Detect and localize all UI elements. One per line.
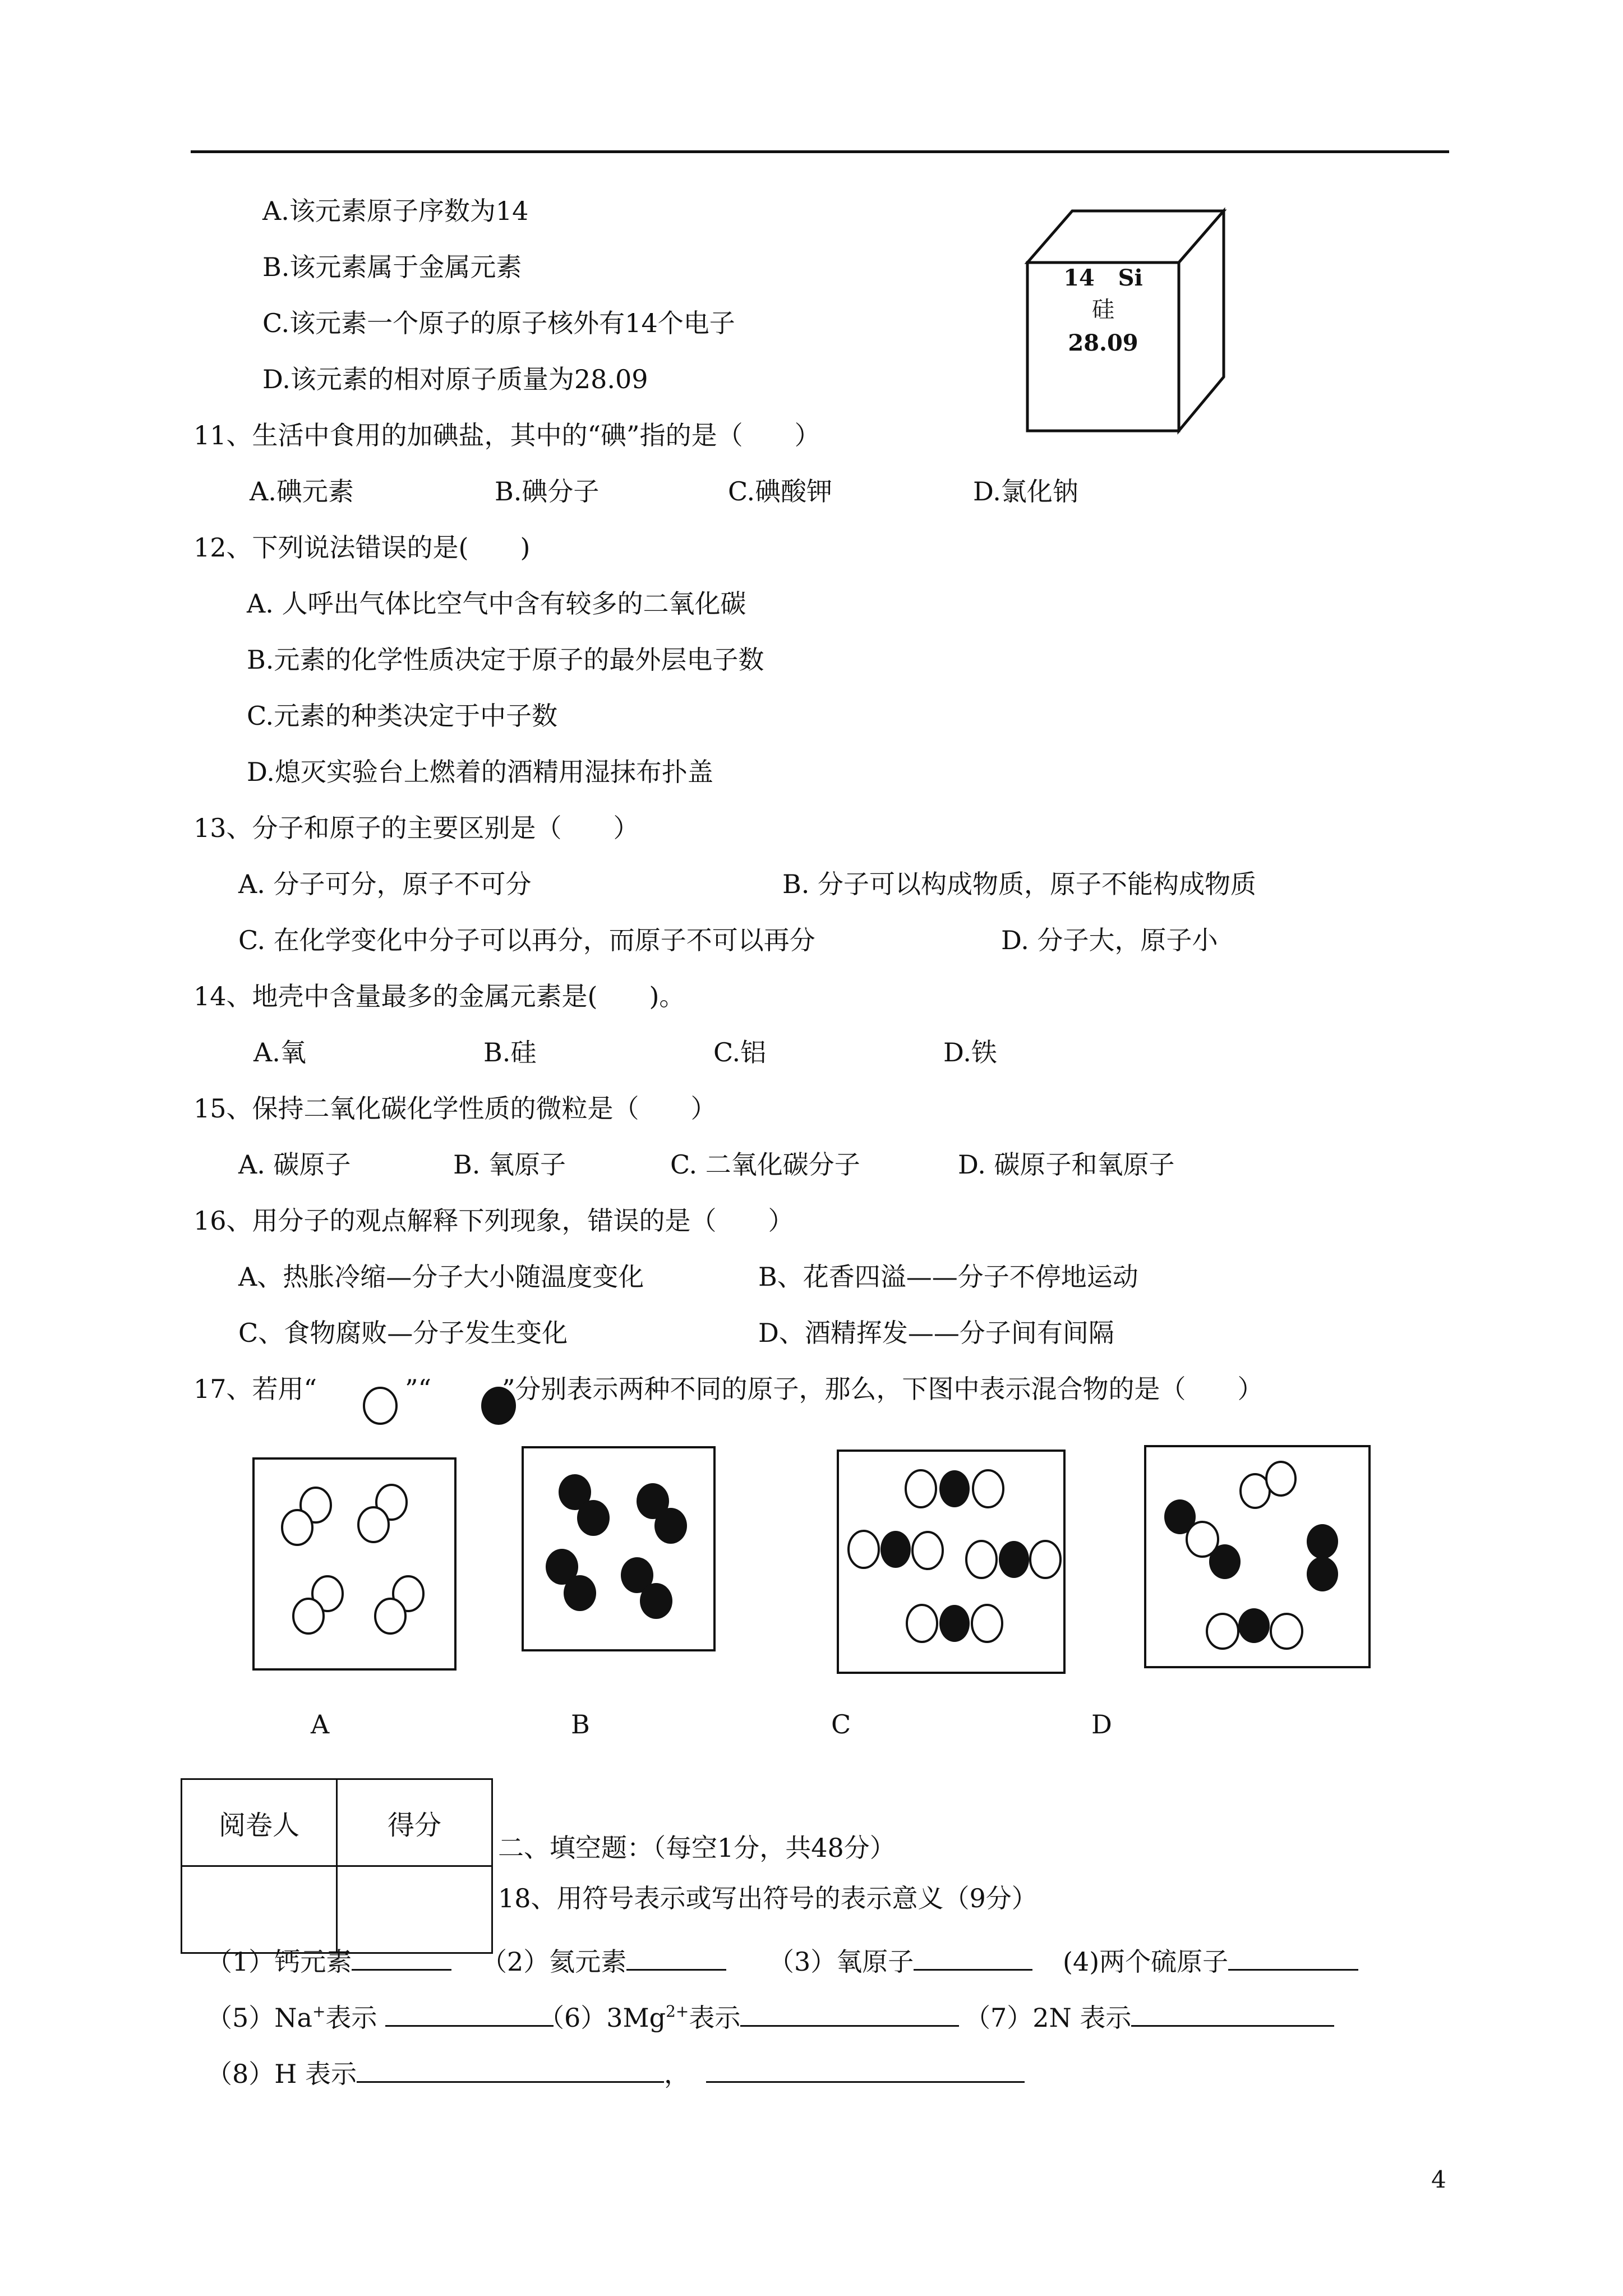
q11-option-b: B.碘分子 <box>495 476 600 507</box>
q18-item-4: (4)两个硫原子 <box>1063 1944 1358 1977</box>
section2-title: 二、填空题：（每空1分，共48分） <box>498 1833 896 1863</box>
answer-blank-3[interactable] <box>914 1944 1032 1971</box>
q16-option-a: A、热胀冷缩—分子大小随温度变化 <box>238 1262 644 1292</box>
diagram-label-b: B <box>571 1709 590 1740</box>
q18-item-2: （2）氦元素 <box>481 1944 726 1977</box>
grader-header-score: 得分 <box>337 1779 492 1866</box>
diagram-d <box>1144 1445 1371 1668</box>
q15-stem: 15、保持二氧化碳化学性质的微粒是（ ） <box>193 1093 717 1124</box>
q16-option-b: B、花香四溢——分子不停地运动 <box>758 1262 1138 1292</box>
white-atom-symbol <box>362 1386 399 1426</box>
element-card-number-symbol: 14 Si <box>1063 265 1143 291</box>
q13-option-d: D. 分子大，原子小 <box>1001 925 1218 955</box>
q18-stem: 18、用符号表示或写出符号的表示意义（9分） <box>498 1883 1038 1913</box>
q16-option-c: C、食物腐败—分子发生变化 <box>238 1318 568 1348</box>
grader-header-reviewer: 阅卷人 <box>182 1779 337 1866</box>
q11-option-c: C.碘酸钾 <box>728 476 833 507</box>
q12-option-b: B.元素的化学性质决定于原子的最外层电子数 <box>247 645 764 675</box>
q13-option-c: C. 在化学变化中分子可以再分，而原子不可以再分 <box>238 925 815 955</box>
q17-stem-part1: 17、若用“ <box>193 1374 317 1404</box>
q18-item-7: （7）2N 表示 <box>965 2000 1334 2033</box>
diagram-a <box>252 1457 457 1671</box>
q15-option-d: D. 碳原子和氧原子 <box>958 1149 1175 1180</box>
q15-option-c: C. 二氧化碳分子 <box>670 1149 860 1180</box>
element-card-name: 硅 <box>1092 297 1114 323</box>
answer-blank-2[interactable] <box>626 1944 726 1971</box>
diagram-label-a: A <box>311 1709 330 1740</box>
q18-item-5: （5）Na+表示 <box>206 2000 554 2033</box>
q10-option-a: A.该元素原子序数为14 <box>262 196 529 226</box>
q15-option-b: B. 氧原子 <box>453 1149 566 1180</box>
header-rule <box>191 150 1449 153</box>
q17-stem-part2: ”“ <box>405 1374 432 1404</box>
q18-item-6: $(6)3Mg^{2+}$表示 <box>538 2000 959 2033</box>
grader-table <box>181 1778 493 1954</box>
diagram-c <box>837 1450 1066 1674</box>
q18-item-1: （1）钙元素 <box>206 1944 451 1977</box>
q13-stem: 13、分子和原子的主要区别是（ ） <box>193 813 639 843</box>
answer-blank-1[interactable] <box>352 1944 451 1971</box>
element-card-mass: 28.09 <box>1068 330 1138 356</box>
q14-option-d: D.铁 <box>943 1037 997 1068</box>
answer-blank-4[interactable] <box>1228 1944 1358 1971</box>
q12-stem: 12、下列说法错误的是( ) <box>193 532 531 563</box>
q10-option-d: D.该元素的相对原子质量为28.09 <box>262 364 648 394</box>
answer-blank-6[interactable] <box>740 2000 959 2027</box>
q11-option-d: D.氯化钠 <box>973 476 1078 507</box>
q11-option-a: A.碘元素 <box>250 476 354 507</box>
q14-stem: 14、地壳中含量最多的金属元素是( )。 <box>193 981 685 1011</box>
grader-cell-reviewer[interactable] <box>182 1866 337 1953</box>
q17-stem-part3: ”分别表示两种不同的原子，那么，下图中表示混合物的是（ ） <box>502 1374 1264 1404</box>
q13-option-b: B. 分子可以构成物质，原子不能构成物质 <box>782 869 1257 899</box>
q12-option-a: A. 人呼出气体比空气中含有较多的二氧化碳 <box>247 588 746 619</box>
q13-option-a: A. 分子可分，原子不可分 <box>238 869 532 899</box>
q14-option-c: C.铝 <box>713 1037 767 1068</box>
grader-cell-score[interactable] <box>337 1866 492 1953</box>
q14-option-a: A.氧 <box>253 1037 306 1068</box>
answer-blank-8b[interactable] <box>706 2056 1025 2083</box>
diagram-label-d: D <box>1091 1709 1112 1740</box>
page-number: 4 <box>1431 2166 1446 2193</box>
q16-option-d: D、酒精挥发——分子间有间隔 <box>758 1318 1114 1348</box>
answer-blank-7[interactable] <box>1131 2000 1334 2027</box>
diagram-label-c: C <box>831 1709 851 1740</box>
q16-stem: 16、用分子的观点解释下列现象，错误的是（ ） <box>193 1205 794 1236</box>
q18-item-8: （8）H 表示 ， <box>206 2056 1025 2090</box>
q12-option-d: D.熄灭实验台上燃着的酒精用湿抹布扑盖 <box>247 757 713 787</box>
q15-option-a: A. 碳原子 <box>238 1149 351 1180</box>
q18-item-3: （3）氧原子 <box>768 1944 1032 1977</box>
q10-option-c: C.该元素一个原子的原子核外有14个电子 <box>262 308 735 338</box>
q11-stem: 11、生活中食用的加碘盐，其中的“碘”指的是（ ） <box>193 420 820 450</box>
q10-option-b: B.该元素属于金属元素 <box>262 252 522 282</box>
q14-option-b: B.硅 <box>483 1037 537 1068</box>
answer-blank-8a[interactable] <box>357 2056 664 2083</box>
diagram-b <box>522 1446 716 1651</box>
answer-blank-5[interactable] <box>385 2000 554 2027</box>
q12-option-c: C.元素的种类决定于中子数 <box>247 701 558 731</box>
